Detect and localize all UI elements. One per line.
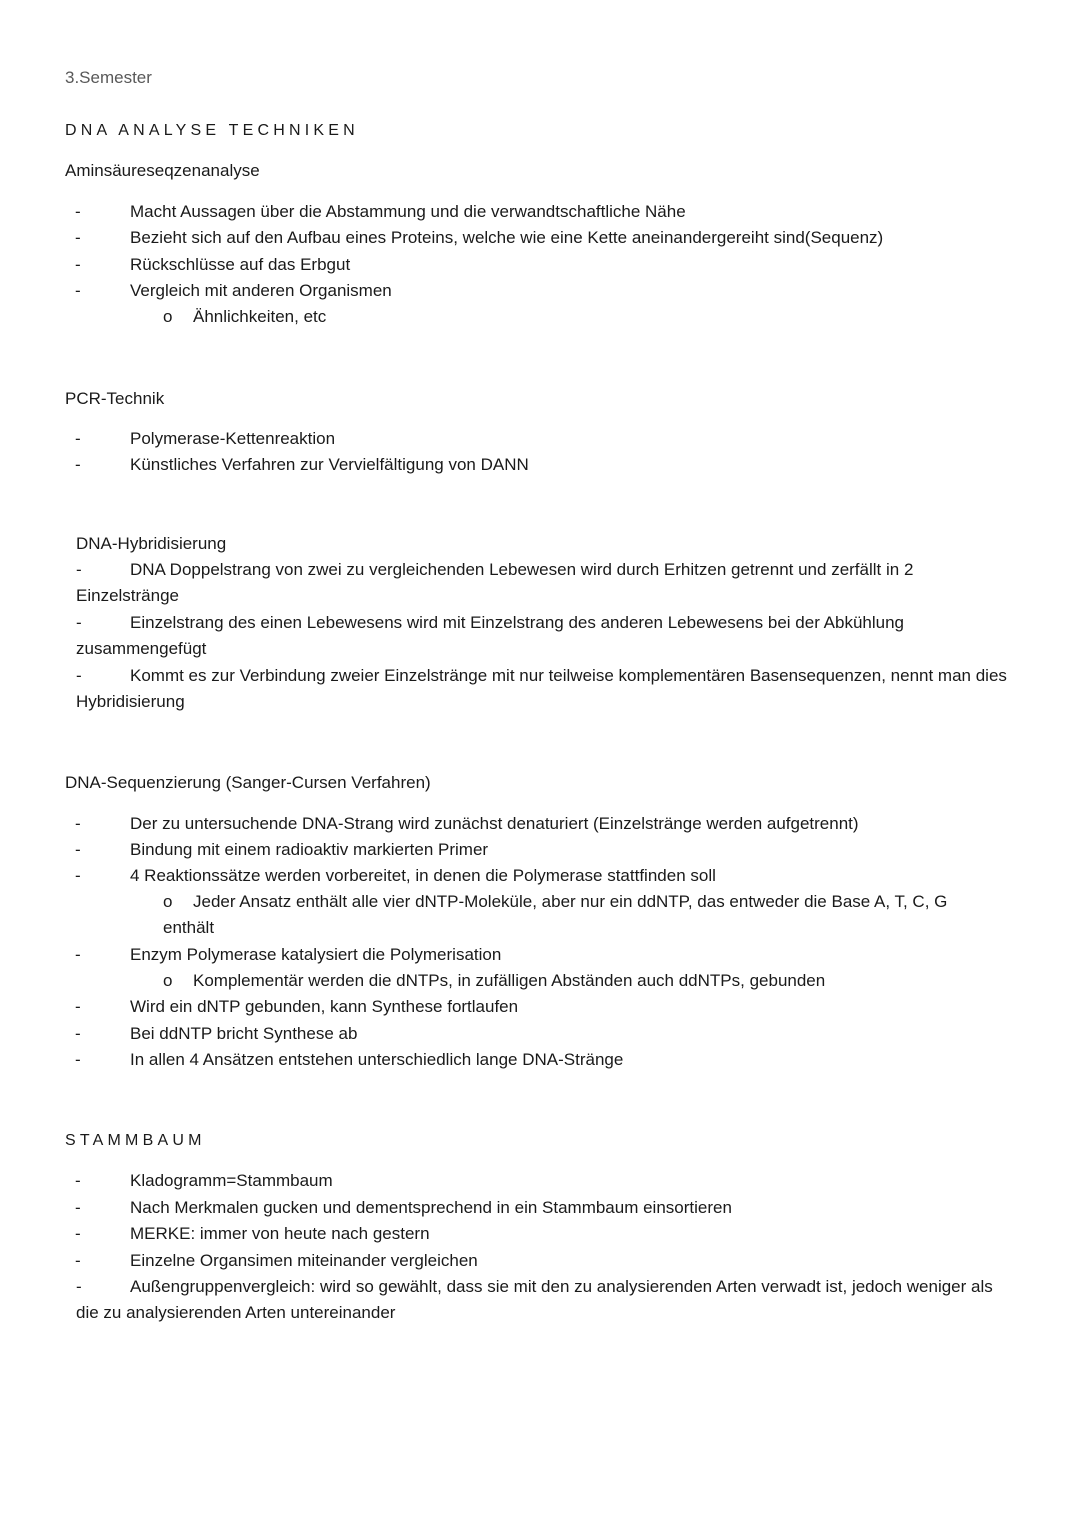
section-title-stammbaum: STAMMBAUM bbox=[65, 1132, 206, 1149]
circle-bullet: o bbox=[163, 307, 173, 326]
dash-bullet: - bbox=[75, 840, 81, 859]
dash-bullet: - bbox=[75, 228, 81, 247]
list-item-text: Außengruppenvergleich: wird so gewählt, dass sie mit den zu analysierenden Arten verwadt ist, jedoch weniger als die zu analysierenden Arten untereinander bbox=[76, 1277, 993, 1323]
list-item: Der zu untersuchende DNA-Strang wird zunächst denaturiert (Einzelstränge werden aufgetrennt) bbox=[130, 814, 859, 833]
list-item: MERKE: immer von heute nach gestern bbox=[130, 1224, 430, 1243]
dash-bullet: - bbox=[75, 1198, 81, 1217]
list-item: Bindung mit einem radioaktiv markierten Primer bbox=[130, 840, 489, 859]
dash-bullet: - bbox=[76, 560, 82, 579]
stammbaum-item-wrapped bbox=[76, 1274, 1016, 1327]
heading-sequencing: DNA-Sequenzierung (Sanger-Cursen Verfahren) bbox=[65, 773, 431, 792]
dash-bullet: - bbox=[75, 429, 81, 448]
dash-bullet: - bbox=[75, 1050, 81, 1069]
list-item-text: Einzelstrang des einen Lebewesens wird mit Einzelstrang des anderen Lebewesens bei der Abkühlung zusammengefügt bbox=[76, 613, 904, 659]
list-item: Polymerase-Kettenreaktion bbox=[130, 429, 336, 448]
list-item: Macht Aussagen über die Abstammung und die verwandtschaftliche Nähe bbox=[130, 202, 686, 221]
list-item: Einzelne Organsimen miteinander vergleichen bbox=[130, 1251, 478, 1270]
list-item: Vergleich mit anderen Organismen bbox=[130, 281, 392, 300]
sub-list-item-continuation: enthält bbox=[163, 918, 215, 937]
heading-hybridization: DNA-Hybridisierung bbox=[76, 534, 227, 553]
dash-bullet: - bbox=[75, 814, 81, 833]
dash-bullet: - bbox=[75, 455, 81, 474]
list-item-text: DNA Doppelstrang von zwei zu vergleichenden Lebewesen wird durch Erhitzen getrennt und zerfällt in 2 Einzelstränge bbox=[76, 560, 914, 606]
list-item: Bezieht sich auf den Aufbau eines Proteins, welche wie eine Kette aneinandergereiht sind(Sequenz) bbox=[130, 228, 884, 247]
dash-bullet: - bbox=[75, 255, 81, 274]
list-item: Bei ddNTP bricht Synthese ab bbox=[130, 1024, 358, 1043]
dash-bullet: - bbox=[75, 945, 81, 964]
dash-bullet: - bbox=[75, 281, 81, 300]
sub-list-item: Jeder Ansatz enthält alle vier dNTP-Moleküle, aber nur ein ddNTP, das entweder die Base A, T, C, G bbox=[193, 892, 948, 911]
list-item: Künstliches Verfahren zur Vervielfältigung von DANN bbox=[130, 455, 529, 474]
list-item: 4 Reaktionssätze werden vorbereitet, in denen die Polymerase stattfinden soll bbox=[130, 866, 716, 885]
semester-label: 3.Semester bbox=[65, 68, 152, 87]
dash-bullet: - bbox=[75, 866, 81, 885]
list-item: Wird ein dNTP gebunden, kann Synthese fortlaufen bbox=[130, 997, 519, 1016]
dash-bullet: - bbox=[75, 1171, 81, 1190]
heading-amino-acid-analysis: Aminsäureseqzenanalyse bbox=[65, 161, 260, 180]
dash-bullet: - bbox=[75, 1024, 81, 1043]
list-item: Rückschlüsse auf das Erbgut bbox=[130, 255, 351, 274]
section-title-dna-analysis: DNA ANALYSE TECHNIKEN bbox=[65, 122, 359, 139]
heading-pcr: PCR-Technik bbox=[65, 389, 165, 408]
circle-bullet: o bbox=[163, 892, 173, 911]
list-item-text: Kommt es zur Verbindung zweier Einzelstränge mit nur teilweise komplementären Basensequenzen, nennt man dies Hybridisierung bbox=[76, 666, 1007, 712]
hybrid-item-1 bbox=[76, 557, 1016, 610]
sub-list-item: Komplementär werden die dNTPs, in zufälligen Abständen auch ddNTPs, gebunden bbox=[193, 971, 826, 990]
dash-bullet: - bbox=[75, 997, 81, 1016]
list-item: Kladogramm=Stammbaum bbox=[130, 1171, 333, 1190]
hybrid-item-3 bbox=[76, 663, 1016, 716]
circle-bullet: o bbox=[163, 971, 173, 990]
sub-list-item: Ähnlichkeiten, etc bbox=[193, 307, 327, 326]
hybrid-item-2 bbox=[76, 610, 1016, 663]
dash-bullet: - bbox=[76, 1277, 82, 1296]
dash-bullet: - bbox=[76, 666, 82, 685]
dash-bullet: - bbox=[76, 613, 82, 632]
dash-bullet: - bbox=[75, 1224, 81, 1243]
dash-bullet: - bbox=[75, 1251, 81, 1270]
list-item: Nach Merkmalen gucken und dementsprechend in ein Stammbaum einsortieren bbox=[130, 1198, 732, 1217]
dash-bullet: - bbox=[75, 202, 81, 221]
list-item: Enzym Polymerase katalysiert die Polymerisation bbox=[130, 945, 502, 964]
list-item: In allen 4 Ansätzen entstehen unterschiedlich lange DNA-Stränge bbox=[130, 1050, 624, 1069]
